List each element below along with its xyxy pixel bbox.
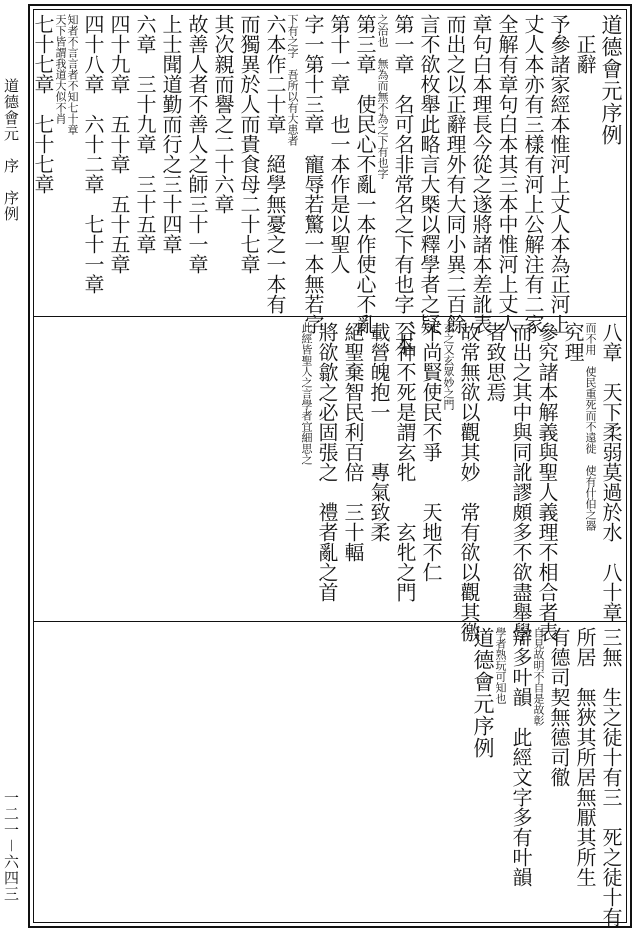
text-column: 三無 生之徒十有三 死之徒十有 — [599, 627, 623, 927]
text-column: 下有之字 吾所以有大患者 — [286, 14, 299, 146]
text-column: 四十九章 五十章 五十五章 — [107, 14, 131, 274]
text-column: 有德司契無德司徹 — [547, 627, 571, 787]
text-column: 而出之其中與同訛謬頗多不欲盡舉學 — [509, 322, 533, 642]
text-column: 自見故明不自是故彰 — [532, 627, 545, 726]
text-column: 丈人本亦有三樣有河上公解注有二家 — [521, 14, 545, 334]
text-column: 谷神不死是謂玄牝 玄牝之門 — [393, 322, 417, 602]
text-panel-middle — [38, 322, 623, 642]
text-column: 不尚賢使民不爭 天地不仁 — [419, 322, 443, 582]
text-column: 學者熟玩可知也 — [494, 627, 507, 704]
margin-title: 道德會元 序 序例 — [2, 78, 20, 222]
text-column: 此經皆聖人之言學者宜細思之 — [300, 322, 313, 465]
text-column: 而不用 使民重死而不遠徙 使有什伯之器 — [584, 322, 597, 531]
page-frame — [28, 4, 632, 928]
text-column: 而獨異於人而貴食母二十七章 — [237, 14, 261, 274]
text-column: 四十八章 六十二章 七十一章 — [81, 14, 105, 294]
text-column: 六章 三十九章 三十五章 — [133, 14, 157, 254]
text-column: 六本作二十章 絕學無憂之一本有 — [263, 14, 287, 314]
margin-page-number: 一二一－六四三 — [2, 790, 20, 903]
text-column: 者致思焉 — [483, 322, 507, 402]
text-panel-bottom — [38, 627, 623, 927]
text-column: 八章 天下柔弱莫過於水 八十章 — [599, 322, 623, 622]
text-column: 字一第十三章 寵辱若驚一本無若字 — [301, 14, 325, 334]
text-column: 天下皆謂我道大似不肖 — [54, 14, 67, 124]
column-heading: 道德會元序例 — [471, 627, 495, 759]
text-column: 故常無欲以觀其妙 常有欲以觀其徼 — [457, 322, 481, 642]
text-column: 第三章 使民心不亂一本作使心不亂 — [353, 14, 377, 334]
text-column: 玄之又玄眾妙之門 — [442, 322, 455, 410]
text-column: 故善人者不善人之師三十一章 — [185, 14, 209, 274]
text-column: 第十一章 也一本作是以聖人 — [327, 14, 351, 274]
text-column: 第一章 名可名非常名之下有也字一本 — [391, 14, 415, 354]
text-column: 參究諸本解義與聖人義理不相合者表 — [535, 322, 559, 642]
text-column: 上士聞道勤而行之三十四章 — [159, 14, 183, 254]
text-column: 其次親而譽之二十六章 — [211, 14, 235, 214]
text-column: 究理 — [561, 322, 585, 362]
text-column: 予參諸家經本惟河上丈人本為正河上 — [547, 14, 571, 334]
text-column: 所居 無狹其所居無厭其所生 — [573, 627, 597, 887]
text-column: 全解有章句白本其三本中惟河上丈人 — [495, 14, 519, 334]
text-column: 七十七章 七十七章 — [31, 14, 55, 194]
text-column: 章句白本理長今從之遂將諸本差訛表 — [469, 14, 493, 334]
text-column: 將欲歙之必固張之 禮者亂之首 — [315, 322, 339, 602]
text-column: 言不欲枚舉此略言大槩以釋學者之疑 — [417, 14, 441, 334]
text-column: 而出之以正辭理外有大同小異二百餘 — [443, 14, 467, 334]
text-column: 載營魄抱一 專氣致柔 — [367, 322, 391, 542]
text-column: 之治也 無為而無不為之下有也字 — [376, 14, 389, 179]
column-heading: 道德會元序例 — [599, 14, 623, 146]
text-column: 辯多叶韻 此經文字多有叶韻 — [509, 627, 533, 887]
text-column: 正辭 — [573, 14, 597, 74]
text-column: 絕聖棄智民利百倍 三十輻 — [341, 322, 365, 562]
text-column: 知者不言言者不知七十章 — [66, 14, 79, 135]
